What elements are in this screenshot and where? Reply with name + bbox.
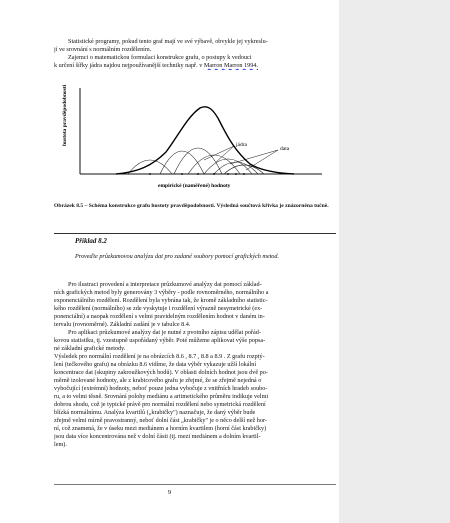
citation: Marron Marron 1994. bbox=[203, 62, 258, 69]
text-line: koncentrace dat (skupiny zakroužkových bodů). V oblasti dolních hodnot jsou dvě po- bbox=[54, 369, 268, 376]
kernel-curve bbox=[214, 162, 258, 174]
kernel-curve bbox=[128, 160, 172, 174]
y-axis-label: hustota pravděpodobnosti bbox=[62, 84, 68, 146]
figure-caption: Obrázek 8.5 – Schéma konstrukce grafu hustoty pravděpodobnosti. Výsledná součtová křivka je znázorněna tučně. bbox=[54, 203, 329, 209]
text-line: Pro aplikaci průzkumové analýzy dat je nutné z pvotního zápisu udělat pořád- bbox=[68, 329, 261, 336]
data-point bbox=[227, 173, 229, 175]
text-line: měrně izolované hodnoty, ale z krabicového grafu je zřejmé, že se zřejmě nejedná o bbox=[54, 377, 262, 384]
text-line: dobrou shodu, což je typické právě pro normální rozdělení nebo symetrická rozdělení bbox=[54, 401, 266, 408]
text-line: vybočující (extrémní) hodnoty, neboť pouze jedna vybočuje z vnitřních hradeb soubo- bbox=[54, 385, 268, 392]
viewer-background bbox=[339, 0, 450, 523]
text-line: exponenciálního rozdělení. Rozdělení byla vybrána tak, že kromě základního statistic- bbox=[54, 297, 268, 304]
text-line: ponenciální) a naopak rozdělení s velmi pravidelným rozdělením hodnot v daném in- bbox=[54, 313, 265, 320]
kernel-curve bbox=[224, 165, 264, 174]
leader-line bbox=[216, 146, 234, 162]
density-figure bbox=[54, 84, 336, 194]
kernel-curve bbox=[174, 148, 222, 174]
example-rule bbox=[54, 233, 336, 234]
text-line: kovou statistiku, tj. vzestupně uspořádaný výběr. Poté můžeme aplikovat výše popsa- bbox=[54, 337, 266, 344]
kernel-curve bbox=[188, 155, 240, 174]
text-line: tervalu (rovnoměrné). Základní zadání je v tabulce 8.4. bbox=[54, 321, 191, 328]
kernel-curve bbox=[204, 159, 252, 174]
leader-line bbox=[246, 150, 278, 170]
footer-rule bbox=[54, 484, 336, 485]
example-task: Proveďte průzkumovou analýzu dat pro zadané soubory pomocí grafických metod. bbox=[75, 253, 280, 260]
text-line: Statistické programy, pokud tento graf mají ve své výbavě, obvykle jej vykreslu- bbox=[68, 38, 268, 45]
page-number: 9 bbox=[167, 489, 172, 496]
leader-line bbox=[230, 150, 278, 164]
label-data: data bbox=[280, 146, 290, 152]
data-point bbox=[149, 173, 151, 175]
intro-paragraph bbox=[54, 38, 336, 70]
text-line: jsou data více koncentrována než v dolní části (tj. mezi mediánem a dolním kvartil- bbox=[54, 433, 261, 440]
sum-curve bbox=[116, 107, 294, 174]
text-line: né základní grafické metody. bbox=[54, 345, 126, 352]
kernel-curves bbox=[128, 148, 264, 174]
text-line: blízká normálnímu. Analýza kvartilů („krabičky") naznačuje, že daný výběr bude bbox=[54, 409, 256, 416]
example-title: Příklad 8.2 bbox=[75, 237, 107, 245]
text-line: ru, a to velmi těsně. Srovnání polohy mediánu a aritmetického průměru indikuje velmi bbox=[54, 393, 269, 400]
x-axis-label: empirické (naměřené) hodnoty bbox=[158, 183, 231, 189]
text-line bbox=[54, 62, 336, 70]
data-point bbox=[181, 173, 183, 175]
text-line: Pro ilustraci provedení a interpretace průzkumové analýzy dat pomocí základ- bbox=[68, 281, 262, 288]
data-point bbox=[213, 173, 215, 175]
text-line: ních grafických metod byly generovány 3 výběry - podle rovnoměrného, normálního a bbox=[54, 289, 269, 296]
label-core: jádra bbox=[236, 142, 247, 148]
body-paragraph bbox=[54, 281, 336, 449]
data-point bbox=[243, 173, 245, 175]
data-point bbox=[235, 173, 237, 175]
text-line: lem). bbox=[54, 441, 67, 448]
text-run: k určení šířky jádra najdou nejpoužívanější techniky např. v bbox=[54, 62, 204, 69]
text-line: ní, což znamená, že v úseku mezi mediánem a horním kvartilem (horní část krabičky) bbox=[54, 425, 267, 432]
text-line: kého rozdělení (normálního) se zde vyskytuje i rozdělení výrazně nesymetrické (ex- bbox=[54, 305, 263, 312]
data-point bbox=[197, 173, 199, 175]
text-line: Zajemci o matematickou formulaci konstrukce grafu, o postupy k vedouci bbox=[68, 54, 252, 61]
text-line: zřejmě velmi mírně pravostranný, neboť dolní část „krabičky" je o něco delší než hor- bbox=[54, 417, 267, 424]
leader-lines bbox=[204, 146, 278, 170]
text-line: Výsledek pro normální rozdělení je na obrázcích 8.6 , 8.7 , 8.8 a 8.9 . Z grafu rozptý- bbox=[54, 353, 265, 360]
text-line: lení (tečkového grafu) na obrázku 8.6 vidíme, že data výběr vykazuje užší lokální bbox=[54, 361, 257, 368]
text-line: jí ve srovnání s normálním rozdělením. bbox=[54, 46, 152, 53]
